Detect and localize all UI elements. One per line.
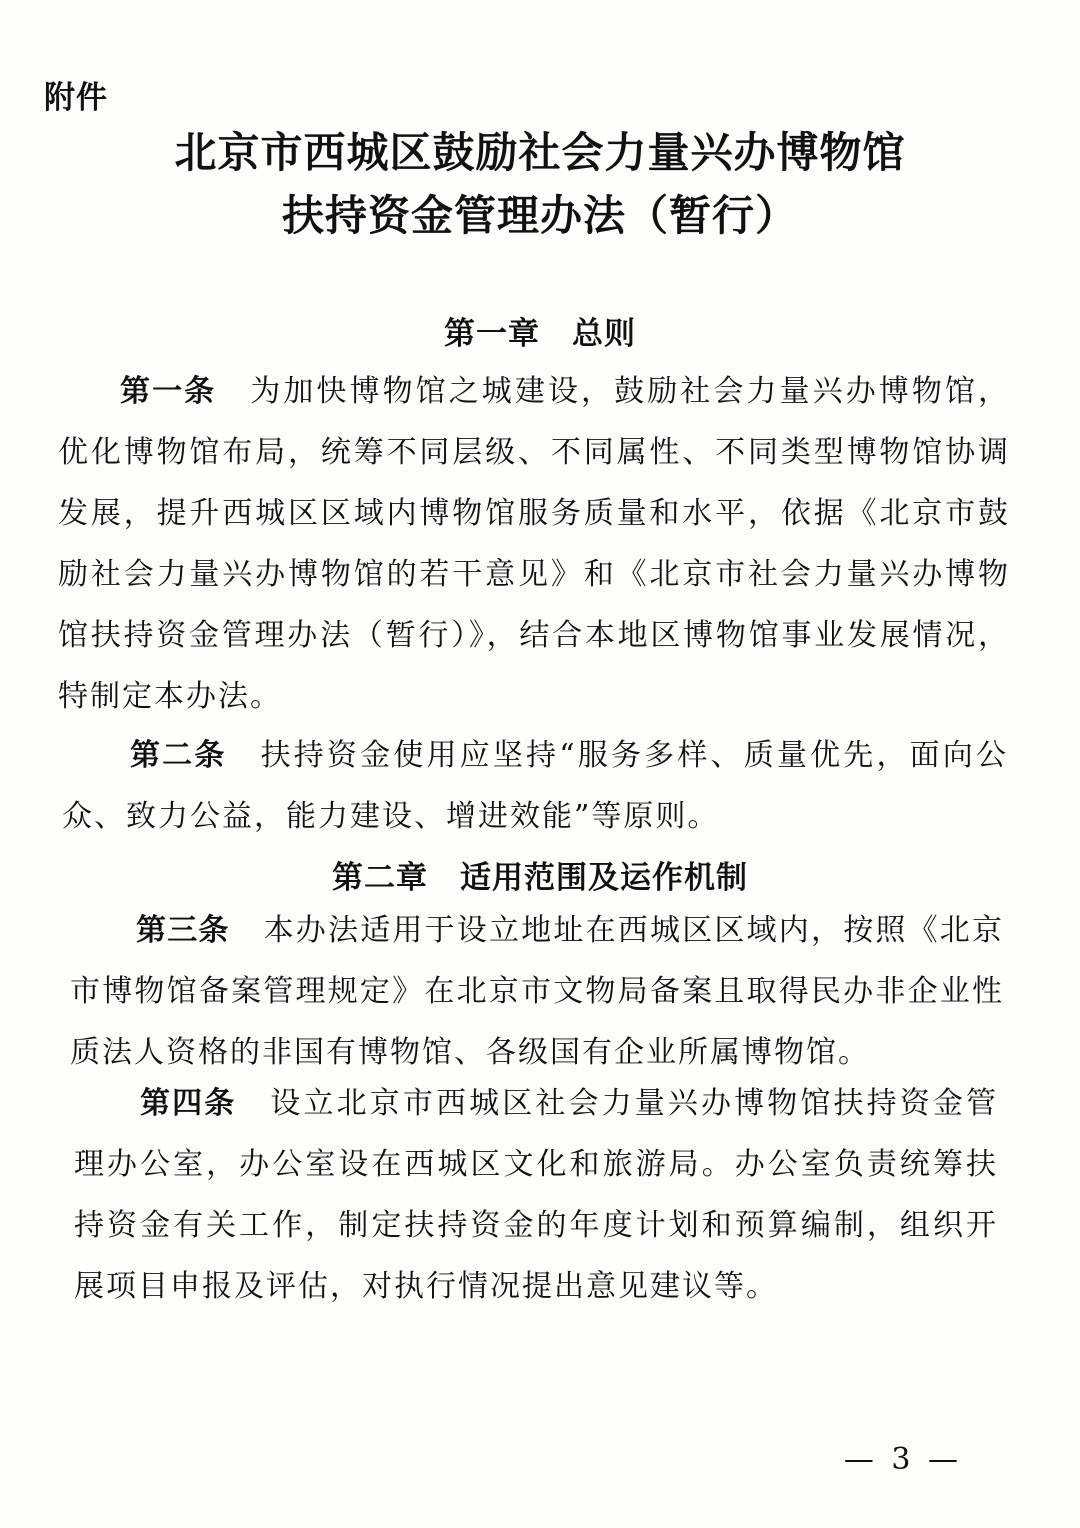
article-3 (70, 900, 1004, 1083)
article-2-label: 第二条 (130, 738, 227, 773)
page-number: — 3 — (843, 1442, 962, 1477)
article-3-text: 本办法适用于设立地址在西城区区域内，按照《北京市博物馆备案管理规定》在北京市文物局备案且取得民办非企业性质法人资格的非国有博物馆、各级国有企业所属博物馆。 (70, 913, 1005, 1070)
article-3-label: 第三条 (136, 913, 230, 948)
article-1-text: 为加快博物馆之城建设，鼓励社会力量兴办博物馆，优化博物馆布局，统筹不同层级、不同属性、不同类型博物馆协调发展，提升西城区区域内博物馆服务质量和水平，依据《北京市鼓励社会力量兴办博物馆的若干意见》和《北京市社会力量兴办博物馆扶持资金管理办法（暂行）》，结合本地区博物馆事业发展情况，特制定本办法。 (58, 374, 1011, 714)
document-title-line-1: 北京市西城区鼓励社会力量兴办博物馆 (174, 128, 906, 177)
document-title-line-2: 扶持资金管理办法（暂行） (281, 191, 798, 240)
article-1 (58, 361, 1010, 727)
attachment-label: 附件 (44, 80, 108, 116)
chapter-2-heading: 第二章 适用范围及运作机制 (332, 860, 748, 896)
chapter-1-heading: 第一章 总则 (444, 316, 636, 352)
article-4 (74, 1073, 998, 1317)
article-1-label: 第一条 (120, 374, 217, 409)
article-4-text: 设立北京市西城区社会力量兴办博物馆扶持资金管理办公室，办公室设在西城区文化和旅游局。办公室负责统筹扶持资金有关工作，制定扶持资金的年度计划和预算编制，组织开展项目申报及评估，对执行情况提出意见建议等。 (74, 1086, 998, 1304)
article-2 (62, 725, 1008, 847)
article-2-text: 扶持资金使用应坚持“服务多样、质量优先，面向公众、致力公益，能力建设、增进效能”等原则。 (62, 738, 1008, 834)
article-4-label: 第四条 (140, 1086, 237, 1121)
